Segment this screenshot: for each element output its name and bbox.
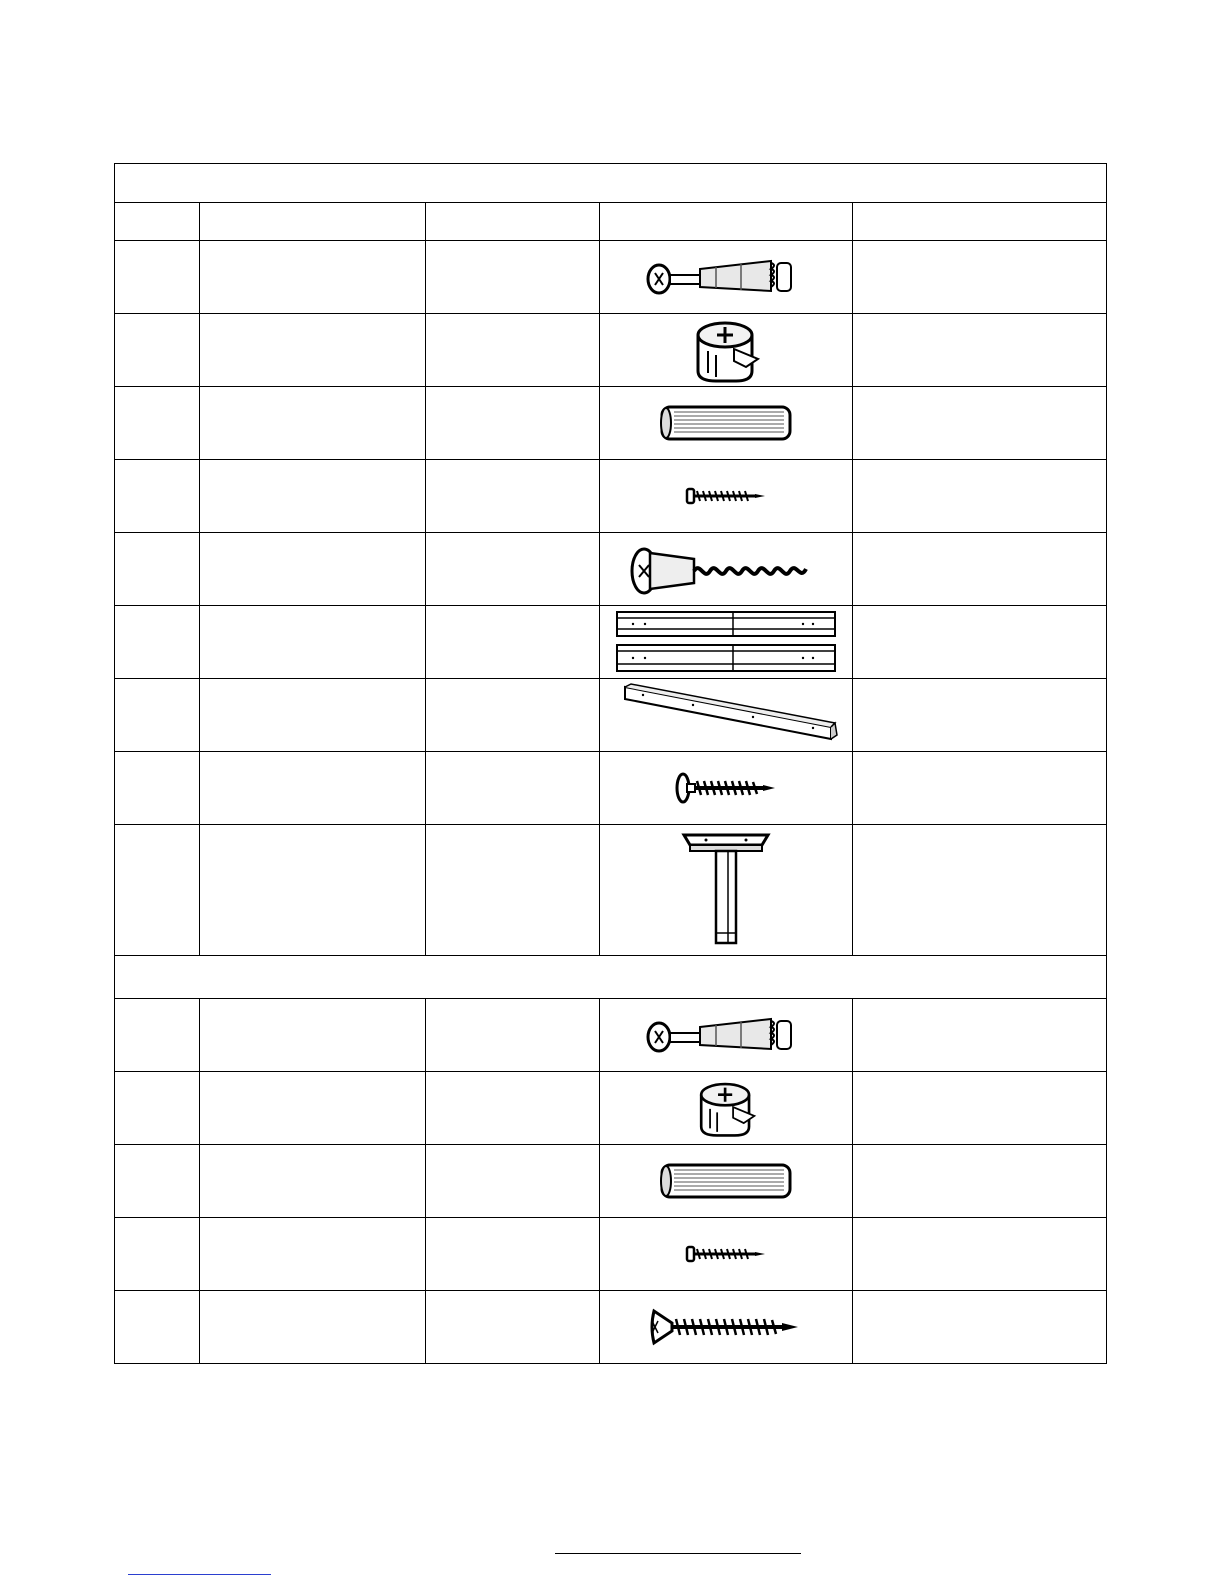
part-number xyxy=(115,314,200,387)
section-title-row xyxy=(115,164,1107,203)
part-note xyxy=(853,314,1107,387)
wood-dowel-icon xyxy=(656,1159,796,1203)
part-quantity xyxy=(426,752,600,825)
table-row xyxy=(115,1218,1107,1291)
header-cell-number xyxy=(115,203,200,241)
cam-bolt-icon xyxy=(641,1005,811,1065)
part-name xyxy=(200,387,426,460)
part-name xyxy=(200,679,426,752)
part-note xyxy=(853,533,1107,606)
part-quantity xyxy=(426,314,600,387)
part-number xyxy=(115,387,200,460)
part-quantity xyxy=(426,606,600,679)
table-row xyxy=(115,460,1107,533)
part-name xyxy=(200,241,426,314)
wood-dowel-icon xyxy=(656,401,796,445)
part-number xyxy=(115,752,200,825)
header-cell-note xyxy=(853,203,1107,241)
cam-lock-icon xyxy=(686,315,766,385)
part-name xyxy=(200,752,426,825)
header-cell-name xyxy=(200,203,426,241)
part-number xyxy=(115,679,200,752)
screw-icon xyxy=(671,768,781,808)
section-title xyxy=(115,164,1107,203)
table-row xyxy=(115,1145,1107,1218)
table-row xyxy=(115,825,1107,956)
table-row xyxy=(115,314,1107,387)
cam-bolt-icon xyxy=(641,247,811,307)
part-note xyxy=(853,241,1107,314)
part-number xyxy=(115,1072,200,1145)
part-number xyxy=(115,460,200,533)
part-quantity xyxy=(426,825,600,956)
table-row xyxy=(115,241,1107,314)
section-title-row xyxy=(115,956,1107,999)
part-note xyxy=(853,999,1107,1072)
part-number xyxy=(115,1218,200,1291)
hardware-parts-table xyxy=(114,163,1107,1364)
part-name xyxy=(200,606,426,679)
furniture-leg-icon xyxy=(676,829,776,951)
part-quantity xyxy=(426,1145,600,1218)
part-note xyxy=(853,460,1107,533)
part-note xyxy=(853,1072,1107,1145)
part-number xyxy=(115,606,200,679)
header-cell-quantity xyxy=(426,203,600,241)
part-name xyxy=(200,1072,426,1145)
header-row xyxy=(115,203,1107,241)
part-quantity xyxy=(426,679,600,752)
part-quantity xyxy=(426,1218,600,1291)
part-note xyxy=(853,752,1107,825)
part-quantity xyxy=(426,1291,600,1364)
part-number xyxy=(115,825,200,956)
part-note xyxy=(853,387,1107,460)
part-name xyxy=(200,1291,426,1364)
part-name xyxy=(200,999,426,1072)
footer-link-underline[interactable] xyxy=(128,1574,271,1575)
part-quantity xyxy=(426,387,600,460)
part-quantity xyxy=(426,999,600,1072)
part-name xyxy=(200,825,426,956)
part-note xyxy=(853,1218,1107,1291)
footer-divider xyxy=(555,1553,801,1554)
part-quantity xyxy=(426,241,600,314)
header-cell-picture xyxy=(600,203,853,241)
part-note xyxy=(853,825,1107,956)
table-row xyxy=(115,606,1107,679)
part-number xyxy=(115,1291,200,1364)
table-row xyxy=(115,1072,1107,1145)
part-number xyxy=(115,241,200,314)
table-row xyxy=(115,1291,1107,1364)
countersunk-screw-icon xyxy=(646,1305,806,1349)
part-name xyxy=(200,1218,426,1291)
cam-lock-icon xyxy=(690,1077,762,1139)
part-name xyxy=(200,1145,426,1218)
table-row xyxy=(115,999,1107,1072)
part-quantity xyxy=(426,1072,600,1145)
table-row xyxy=(115,387,1107,460)
section-title xyxy=(115,956,1107,999)
part-name xyxy=(200,314,426,387)
part-name xyxy=(200,533,426,606)
part-number xyxy=(115,533,200,606)
drawer-slide-rails-icon xyxy=(613,609,839,675)
part-note xyxy=(853,679,1107,752)
part-note xyxy=(853,606,1107,679)
connector-screw-icon xyxy=(626,539,826,599)
part-note xyxy=(853,1291,1107,1364)
small-screw-icon xyxy=(681,1242,771,1266)
part-name xyxy=(200,460,426,533)
part-quantity xyxy=(426,533,600,606)
table-row xyxy=(115,679,1107,752)
part-quantity xyxy=(426,460,600,533)
angle-rail-icon xyxy=(613,681,839,749)
part-note xyxy=(853,1145,1107,1218)
part-number xyxy=(115,999,200,1072)
table-row xyxy=(115,533,1107,606)
part-number xyxy=(115,1145,200,1218)
table-row xyxy=(115,752,1107,825)
small-screw-icon xyxy=(681,484,771,508)
